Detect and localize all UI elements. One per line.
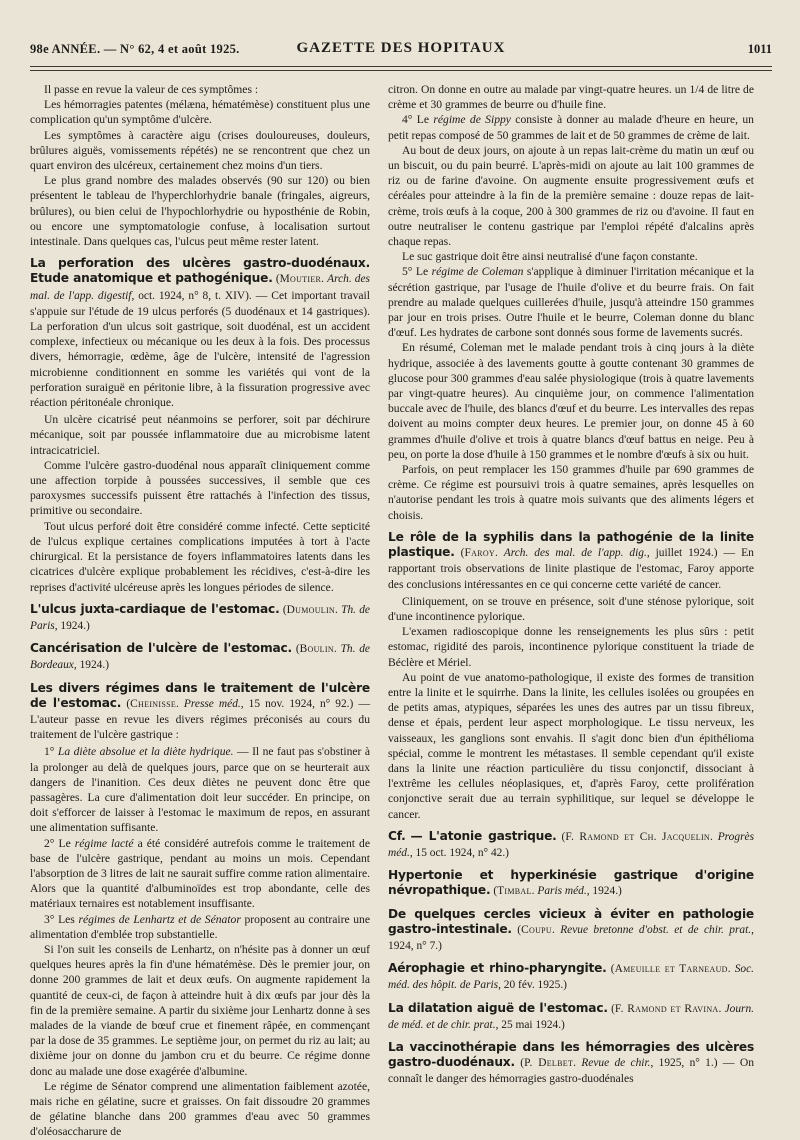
article-title: Cancérisation de l'ulcère de l'estomac.: [30, 641, 292, 656]
article-regimes: Les divers régimes dans le traitement de l'ulcère de l'estomac. (Cheinisse. Presse méd., 15 nov. 1924, n° 92.) — L'auteur passe en revue les divers régimes préconisés au cours du traitement de l'ulcère gastrique :: [30, 680, 371, 742]
article-title: L'ulcus juxta-cardiaque de l'estomac.: [30, 601, 280, 616]
page-number: 1011: [747, 42, 772, 56]
article-source: Revue de chir.: [581, 1057, 651, 1070]
paragraph: En résumé, Coleman met le malade pendant trois à cinq jours à la diète hydrique, associée à des lavements goutte à goutte contenant 30 grammes de glucose pour 300 grammes d'eau salée physiologique (trois à quatre lavements par vingt-quatre heures). Au cinquième jour, on commence l'alimentation buccale avec de l'huile, des blancs d'œuf et du beurre. Les intervalles des repas doivent au moins compter deux heures. Le premier jour, on donne 45 à 60 grammes d'huile d'olive et trois à quatre blancs d'œuf battus en neige. Peu à peu, on porte la dose d'huile à 150 grammes et le nombre d'œufs à six ou huit.: [388, 341, 754, 461]
paragraph: Au point de vue anatomo-pathologique, il existe des formes de transition entre la linite et le squirrhe. Dans la linite, les cellules isolées ou groupées en de petits amas, atypiques, séparées les unes des autres par un tissu fibreux, dense et épais, perdent leur aspect morphologique. Le tissu nerveux, les vaisseaux, les ganglions sont envahis. Il s'agit donc bien d'un épithélioma spécial, comme le montrent les métastases. Il semble cependant qu'il existe dans la linite une réaction particulière du tissu conjonctif, dissociant à l'extrême les cellules néoplasiques, et, d'après Faroy, cette prolifération conjonctive serait due au terrain syphilitique, sur lequel se développe le cancer.: [388, 670, 754, 821]
list-item: 4° Le régime de Sippy consiste à donner au malade d'heure en heure, un petit repas composé de 50 grammes de lait et de 50 grammes de crème de lait.: [388, 113, 754, 142]
article-cancerisation: Cancérisation de l'ulcère de l'estomac. (Boulin. Th. de Bordeaux, 1924.): [30, 641, 370, 672]
article-ref: , juillet 1924.): [646, 547, 718, 560]
article-body: — En rapportant trois observations de linite plastique de l'estomac, Faroy apporte des conclusions intéressantes en ce qui concerne cette variété de cancer.: [388, 546, 754, 591]
regime-name: régime lacté: [74, 836, 134, 850]
article-ref: , 25 mai 1924.): [495, 1018, 565, 1031]
article-ref: , 15 oct. 1924, n° 42.): [409, 846, 509, 859]
header-rule-thin: [30, 70, 772, 71]
journal-title: GAZETTE DES HOPITAUX: [296, 40, 506, 56]
header-issue-info: 98e ANNÉE. — N° 62, 4 et août 1925.: [30, 42, 240, 56]
right-column: [388, 82, 754, 1112]
article-body: — L'auteur passe en revue les divers régimes préconisés au cours du traitement de l'ulcère gastrique :: [30, 696, 371, 742]
article-title: Le rôle de la syphilis dans la pathogénie de la linite plastique.: [388, 529, 754, 560]
article-title: La dilatation aiguë de l'estomac.: [388, 1000, 608, 1015]
article-title: Les divers régimes dans le traitement de l'ulcère de l'estomac.: [30, 680, 370, 710]
paragraph: Les symptômes à caractère aigu (crises douloureuses, douleurs, brûlures aiguës, vomissements répétés) ne se rencontrent que chez un quart environ des ulcéreux, certainement chez moins d'un tiers.: [30, 128, 370, 173]
list-item: 3° Les régimes de Lenhartz et de Sénator proposent au contraire une alimentation d'emblée trop substantielle.: [30, 912, 370, 941]
paragraph: Cliniquement, on se trouve en présence, soit d'une sténose pylorique, soit d'une incontinence pylorique.: [388, 594, 754, 623]
list-item: 5° Le régime de Coleman s'applique à diminuer l'irritation mécanique et la sécrétion gastrique, par l'usage de l'huile d'olive et du beurre frais. On fait prendre au malade quelques cuillerées d'huile, jusqu'à atteindre 150 grammes par jour en trois prises. Outre l'huile et le beurre, Coleman donne du blanc d'œuf. Les hydrates de carbone sont donnés sous forme de lavements sucrés.: [388, 265, 754, 340]
article-author: F. Ramond et Ch. Jacquelin: [565, 830, 710, 843]
regime-name: La diète absolue et la diète hydrique.: [57, 745, 234, 759]
article-title: La perforation des ulcères gastro-duodénaux. Etude anatomique et pathogénique.: [30, 256, 370, 286]
article-author: Faroy: [464, 547, 495, 560]
article-source: Th. de Bordeaux: [30, 643, 370, 672]
article-perforation: La perforation des ulcères gastro-duodénaux. Etude anatomique et pathogénique. (Moutier. Arch. des mal. de l'app. digestif, oct. 1924, n° 8, t. XIV). — Cet important travail s'appuie sur l'étude de 19 ulcus perforés (5 duodénaux et 14 gastriques). La perforation d'un ulcus soit gastrique, soit duodénal, est un accident complexe, infectieux ou mécanique ou les deux à la fois. Des processus divers, hémorragie, œdème, âge de l'ulcère, intensité de l'agression microbienne conditionnent en somme les variétés qui vont de la perforation suraiguë en péritonie libre, à la fissuration progressive avec réaction péritonéale chronique.: [30, 256, 370, 410]
article-ref: , 1925, n° 1.): [650, 1057, 718, 1070]
article-ref: , 1924.): [73, 659, 109, 672]
paragraph: Au bout de deux jours, on ajoute à un repas lait-crème du matin un œuf ou un biscuit, ou du pain beurré. L'après-midi on ajoute au lait 100 grammes de riz ou de farine d'avoine. On augmente ensuite progressivement œufs et céréales pour atteindre à la fin de la première semaine : douze repas de lait-crème, trois œufs à la coque, 200 à 300 grammes de riz ou d'avoine. Il faut en outre neutraliser le contenu gastrique par l'emploi répété d'alcalins après chaque repas.: [388, 143, 754, 249]
article-body: — Cet important travail s'appuie sur l'étude de 19 ulcus perforés (5 duodénaux et 14 gastriques). La perforation d'un ulcus soit gastrique, soit duodénal, est un accident complexe, infectieux ou mécanique ou les deux à la fois. Des processus divers, hémorragie, œdème, âge de l'ulcère, intensité de l'agression microbienne conditionnent en somme les variétés qui vont de la perforation suraiguë en péritonie libre, à la fissuration progressive avec réaction péritonéale chronique.: [30, 288, 370, 410]
article-author: F. Ramond et Ravina: [614, 1002, 719, 1015]
header-rule: [30, 66, 772, 67]
article-prefix: Cf.: [388, 828, 406, 843]
paragraph: Les hémorragies patentes (mélæna, hématémèse) constituent plus une complication qu'un symptôme d'ulcère.: [30, 98, 370, 127]
list-item: 1° La diète absolue et la diète hydrique. — Il ne faut pas s'obstiner à la prolonger au delà de quelques jours, parce que on se heurterait aux dangers de l'inanition. Ces deux diètes ne peuvent donc être que passagères. La cure d'alimentation doit leur succéder. En principe, on doit s'efforcer de laisser à l'estomac le maximum de repos, en assurant une alimentation suffisante.: [30, 745, 370, 835]
article-aerophagie: Aérophagie et rhino-pharyngite. (Ameuille et Tarneaud. Soc. méd. des hôpit. de Paris, 20 fév. 1925.): [388, 961, 754, 992]
regime-name: régimes de Lenhartz et de Sénator: [78, 912, 241, 926]
article-author: Boulin: [299, 643, 334, 656]
list-item: 2° Le régime lacté a été considéré autrefois comme le traitement de base de l'ulcère gastrique, pendant au moins un mois. Cependant l'absorption de 3 litres de lait ne saurait suffire comme ration alimentaire. Alors que la quantité d'albuminoïdes est trop abondante, celle des matériaux ternaires est notablement insuffisante.: [30, 836, 371, 911]
article-source: Paris méd.: [537, 885, 587, 898]
paragraph: Le plus grand nombre des malades observés (90 sur 120) ou bien présentent le tableau de l'hyperchlorhydrie banale (fringales, aigreurs, brûlures), ou bien celui de l'hypochlorhydrie ou hyposthénie de Robin, ou encore une symptomatologie confuse, à localisation surtout intestinale. Dans quelques cas, l'ulcus peut même rester latent.: [30, 174, 370, 249]
article-author: Ameuille et Tarneaud: [614, 963, 728, 976]
article-source: Presse méd.: [183, 697, 241, 710]
article-ref: , 1924.): [586, 885, 622, 898]
article-title: De quelques cercles vicieux à éviter en pathologie gastro-intestinale.: [388, 906, 754, 936]
article-juxta-cardiaque: L'ulcus juxta-cardiaque de l'estomac. (Dumoulin. Th. de Paris, 1924.): [30, 601, 370, 632]
article-dilatation: La dilatation aiguë de l'estomac. (F. Ramond et Ravina. Journ. de méd. et de chir. prat., 25 mai 1924.): [388, 1000, 755, 1031]
article-cercles-vicieux: De quelques cercles vicieux à éviter en pathologie gastro-intestinale. (Coupu. Revue bretonne d'obst. et de chir. prat., 1924, n° 7.): [388, 906, 754, 952]
article-atonie: Cf. — L'atonie gastrique. (F. Ramond et Ch. Jacquelin. Progrès méd., 15 oct. 1924, n° 42.): [388, 828, 754, 859]
article-ref: , 20 fév. 1925.): [498, 979, 567, 992]
article-hypertonie: Hypertonie et hyperkinésie gastrique d'origine névropathique. (Timbal. Paris méd., 1924.): [388, 868, 754, 898]
running-header: [30, 38, 772, 62]
article-title: Hypertonie et hyperkinésie gastrique d'origine névropathique.: [388, 868, 754, 898]
paragraph: Tout ulcus perforé doit être considéré comme infecté. Cette septicité de l'ulcus explique certaines complications imputées à tort à l'acte chirurgical. Et la persistance de foyers inflammatoires latents dans les cicatrices d'ulcère explique probablement les récidives, c'est-à-dire les reprises d'activité ulcéreuse après les longues périodes de silence.: [30, 519, 370, 594]
left-column: [30, 82, 371, 1139]
article-syphilis-linite: Le rôle de la syphilis dans la pathogénie de la linite plastique. (Faroy. Arch. des mal. de l'app. dig., juillet 1924.) — En rapportant trois observations de linite plastique de l'estomac, Faroy apporte des conclusions intéressantes en ce qui concerne cette variété de cancer.: [388, 529, 754, 591]
article-author: Cheinisse: [130, 697, 177, 710]
paragraph: citron. On donne en outre au malade par vingt-quatre heures. un 1/4 de litre de crème et 30 grammes de beurre ou d'huile fine.: [388, 83, 754, 112]
article-author: P. Delbet: [524, 1057, 574, 1070]
article-ref: , 1924.): [54, 619, 90, 632]
paragraph: Comme l'ulcère gastro-duodénal nous apparaît cliniquement comme une affection torpide à poussées successives, il semble que ces paroxysmes successifs puissent être rattachés à l'infection des tissus, primitive ou secondaire.: [30, 458, 370, 518]
paragraph: Parfois, on peut remplacer les 150 grammes d'huile par 690 grammes de crème. Ce régime est poursuivi trois à quatre semaines, après lesquelles on n'autorise pendant les trois à quatre mois suivants que des aliments légers et choisis.: [388, 463, 754, 522]
article-source: Arch. des mal. de l'app. dig.: [503, 547, 647, 560]
article-author: Coupu: [521, 923, 552, 936]
article-title: Aérophagie et rhino-pharyngite.: [388, 961, 607, 976]
article-author: Timbal: [497, 885, 532, 898]
paragraph: Un ulcère cicatrisé peut néanmoins se perforer, soit par déchirure mécanique, soit par poussée inflammatoire due au microbisme latent intracicatriciel.: [30, 413, 370, 457]
paragraph: Si l'on suit les conseils de Lenhartz, on n'hésite pas à donner un œuf quelques heures après la fin d'une hématémèse. Dès le premier jour, on donne 200 grammes de lait et deux œufs. On augmente rapidement la quantité de ceux-ci, de façon à atteindre huit à dix œufs par jour dès la fin de la première semaine. A partir du sixième jour Lenhartz donne à ses malades de la viande de bœuf crue et finement râpée, en commençant par la dose de 35 grammes. Le septième jour, on permet du riz au lait; au dixième jour on donne du jambon cru et du beurre. Ce régime donne donc au malade une dose exagérée d'albumine.: [30, 942, 370, 1078]
paragraph: Il passe en revue la valeur de ces symptômes :: [44, 83, 259, 96]
article-ref: , 1924, n° 7.): [388, 923, 754, 952]
paragraph: L'examen radioscopique donne les renseignements les plus sûrs : petit estomac, rigidité des parois, incontinence pylorique constituent la triade de Béclère et Mériel.: [388, 625, 754, 669]
article-ref: , oct. 1924, n° 8, t. XIV).: [131, 289, 252, 302]
regime-name: régime de Sippy: [433, 113, 511, 127]
article-source: Revue bretonne d'obst. et de chir. prat.: [560, 923, 752, 936]
article-vaccinotherapie: La vaccinothérapie dans les hémorragies des ulcères gastro-duodénaux. (P. Delbet. Revue de chir., 1925, n° 1.) — On connaît le danger des hémorragies gastro-duodénales: [388, 1039, 755, 1086]
article-author: Dumoulin: [286, 603, 336, 616]
article-source: Arch. des mal. de l'app. digestif: [30, 273, 370, 302]
regime-name: régime de Coleman: [431, 265, 524, 279]
article-source: Th. de Paris: [30, 603, 370, 632]
article-title: La vaccinothérapie dans les hémorragies des ulcères gastro-duodénaux.: [388, 1039, 754, 1070]
article-source: Journ. de méd. et de chir. prat.: [388, 1002, 755, 1031]
article-ref: , 15 nov. 1924, n° 92.): [240, 697, 354, 710]
paragraph: Le régime de Sénator comprend une alimentation faiblement azotée, mais riche en gélatine, sucre et graisses. On fait dissoudre 20 grammes de gélatine blanche dans 200 grammes d'eau avec 50 grammes d'oléosaccharure de: [30, 1079, 370, 1139]
article-source: Progrès méd.: [388, 830, 754, 859]
article-body: — On connaît le danger des hémorragies gastro-duodénales: [388, 1056, 755, 1086]
article-title: — L'atonie gastrique.: [410, 828, 557, 843]
article-author: Moutier: [279, 273, 322, 286]
article-source: Soc. méd. des hôpit. de Paris: [388, 963, 754, 992]
paragraph: Le suc gastrique doit être ainsi neutralisé d'une façon constante.: [402, 250, 698, 264]
